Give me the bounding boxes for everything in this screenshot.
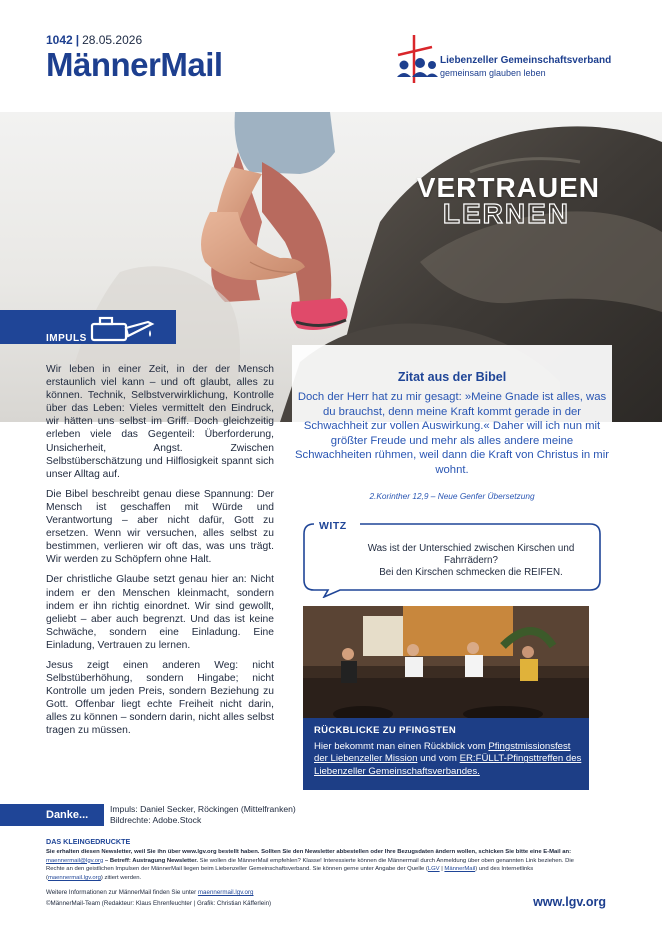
article-paragraph: Wir leben in einer Zeit, in der der Mensch erstaunlich viel kann – und oft glaubt, alles zu können. Technik, Selbstverwirklichung, Kontrolle über das Leben: Vieles vermittelt den Eindruck, wir hätten uns selbst im Griff. Doch gleichzeitig erleben viele das Gegenteil: Überforderung, Unsicherheit, Angst. Zwischen Selbstüberschätzung und Hilflosigkeit spannt sich unser Alltag auf. xyxy=(46,364,274,480)
quote-source: 2.Korinther 12,9 – Neue Genfer Übersetzung xyxy=(369,491,535,501)
stage-panel-photo xyxy=(303,606,589,718)
fine-print-part: | xyxy=(439,866,445,873)
pfingsten-title: RÜCKBLICKE ZU PFINGSTEN xyxy=(314,725,457,736)
fine-print-part: ) und des Internetlinks ( xyxy=(46,866,534,881)
quote-text: Doch der Herr hat zu mir gesagt: »Meine Gnade ist alles, was du brauchst, denn meine Kraft kommt gerade in der Schwachheit zur vollen Auswirkung.« Daher will ich nun mit größter Freude und mehr als alles andere meine Schwachheiten rühmen, weil dann die Kraft von Christus in mir wohnt. xyxy=(295,391,609,476)
fine-print-text xyxy=(46,848,586,882)
credits xyxy=(110,804,296,827)
issue-number: 1042 xyxy=(46,33,73,47)
maennermail-link[interactable]: MännerMail xyxy=(444,866,476,873)
joke-answer: Bei den Kirschen schmecken die REIFEN. xyxy=(379,567,563,578)
issue-line: 1042 | 28.05.2026 xyxy=(46,33,143,47)
more-info-line xyxy=(46,889,254,896)
fine-print-part: ) zitiert werden. xyxy=(100,874,142,881)
hero-title-line2: LERNEN xyxy=(442,198,570,229)
article-paragraph: Der christliche Glaube setzt genau hier an: Nicht indem er den Menschen kleinmacht, sondern indem er ihn richtig einordnet. Wir sind gewollt, geliebt – aber auch begrenzt. Und das ist keine Schwäche, sondern eine Einladung. Eine Einladung, Vertrauen zu lernen. xyxy=(46,574,274,651)
danke-label: Danke... xyxy=(46,809,89,821)
hero-title-line1: VERTRAUEN xyxy=(416,172,600,203)
pfingstmissionsfest-link[interactable]: Pfingstmissionsfest der Liebenzeller Mission xyxy=(314,741,571,765)
quote-heading: Zitat aus der Bibel xyxy=(397,370,507,384)
logo-tagline: gemeinsam glauben leben xyxy=(440,68,546,78)
impuls-article xyxy=(46,363,274,745)
image-credit: Bildrechte: Adobe.Stock xyxy=(110,815,202,826)
more-info-text: Weitere Informationen zur MännerMail finden Sie unter xyxy=(46,889,198,896)
fine-print-part: – Betreff: Austragung Newsletter. xyxy=(103,857,198,864)
more-info-link[interactable]: maennermail.lgv.org xyxy=(197,889,254,896)
fine-print-heading: DAS KLEINGEDRUCKTE xyxy=(46,837,131,846)
oil-can-icon xyxy=(88,314,158,342)
erfuellt-pfingsttreffen-link[interactable]: ER:FÜLLT-Pfingsttreffen des Liebenzeller Gemeinschaftsverbandes. xyxy=(314,753,582,777)
joke-question: Was ist der Unterschied zwischen Kirschen und Fahrrädern? xyxy=(367,543,575,566)
pfingsten-text-part: und vom xyxy=(417,753,460,765)
maennermail-url-link[interactable]: maennermail.lgv.org xyxy=(47,874,101,881)
lgv-link[interactable]: LGV xyxy=(427,866,440,873)
pfingsten-text-part: Hier bekommt man einen Rückblick vom xyxy=(314,741,489,752)
fine-print-part: Sie wollen die MännerMail empfehlen? Klasse! Interessierte können die Männermail durch Anmeldung über oben genannten Link beziehen. Die Rechte an den geistlichen Impulsen der MännerMail liegen beim Liebenzeller Gemeinschaftsverband. Sie können gerne unter Angabe der Quelle ( xyxy=(46,857,574,873)
pfingsten-photo xyxy=(303,606,589,718)
impulse-credit: Impuls: Daniel Secker, Röckingen (Mittelfranken) xyxy=(110,804,296,814)
article-paragraph: Die Bibel beschreibt genau diese Spannung: Der Mensch ist geschaffen mit Würde und Verantwortung – aber nicht dafür, Gott zu ersetzen. Wenn wir versuchen, alles selbst zu bestimmen, verlieren wir oft das, was uns trägt. Wir werden zu Schöpfern ohne Halt. xyxy=(46,488,274,566)
copyright: ©MännerMail-Team (Redakteur: Klaus Ehrenfeuchter | Grafik: Christian Käfferlein) xyxy=(46,900,272,907)
pfingsten-text xyxy=(314,741,586,778)
impuls-tab xyxy=(0,310,176,344)
fine-print-part: Sie erhalten diesen Newsletter, weil Sie ihn über www.lgv.org bestellt haben. Sollten Sie den Newsletter abbestellen oder Ihre Bezugsdaten ändern wollen, schicken Sie bitte eine E-Mail an: xyxy=(46,849,572,855)
website-link[interactable]: www.lgv.org xyxy=(533,895,606,909)
logo-org-name: Liebenzeller Gemeinschaftsverband xyxy=(440,55,612,66)
issue-date: 28.05.2026 xyxy=(82,33,143,47)
witz-label: WITZ xyxy=(319,520,347,532)
newsletter-title: MännerMail xyxy=(46,46,223,83)
impuls-label: IMPULS xyxy=(46,333,87,344)
newsletter-email-link[interactable]: maennermail@lgv.org xyxy=(46,857,104,864)
article-paragraph: Jesus zeigt einen anderen Weg: nicht Selbstüberhöhung, sondern Hingabe; nicht Kontrolle um jeden Preis, sondern Beziehung zu Gott. Offenbar liegt echte Freiheit nicht darin, alles zu können – sondern darin, nicht alles selbst tragen zu müssen. xyxy=(46,659,274,737)
